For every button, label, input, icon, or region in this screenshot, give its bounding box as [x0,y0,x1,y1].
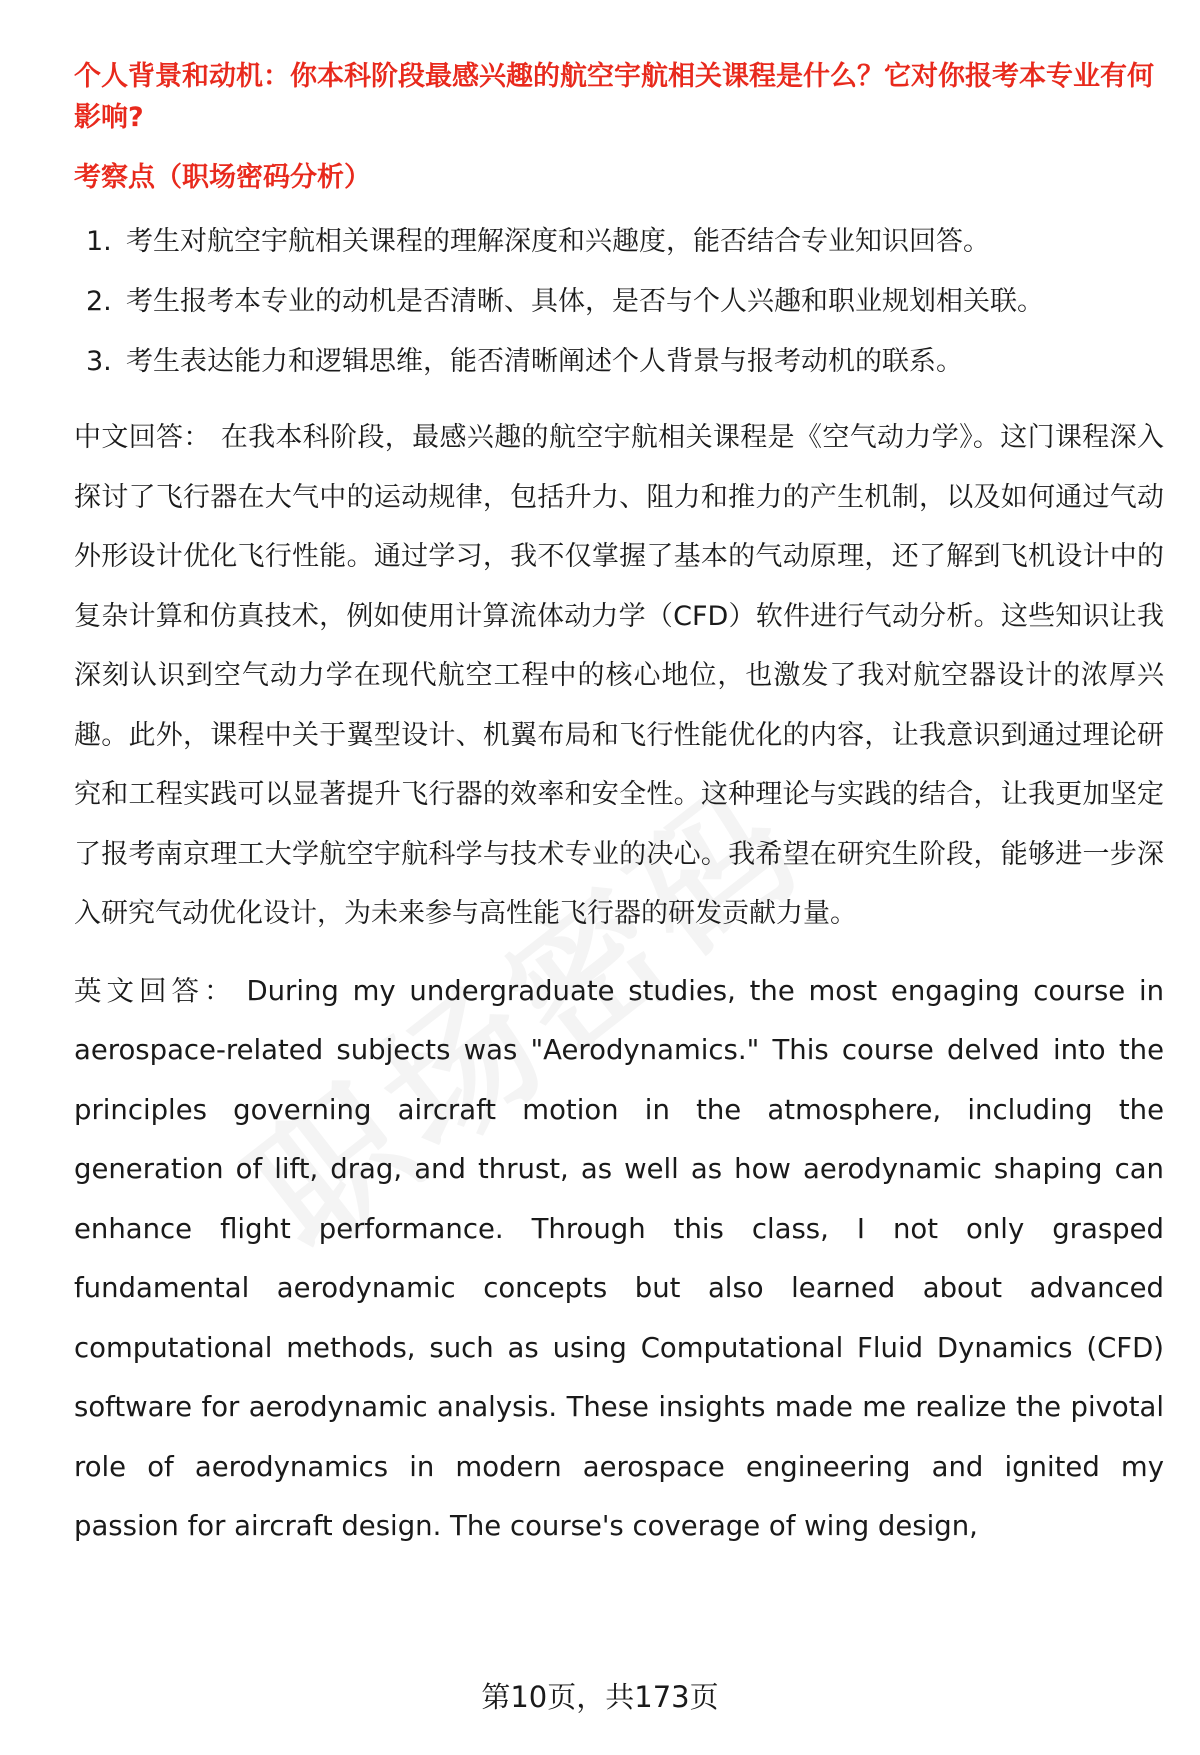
list-item [74,212,1164,272]
page-number-footer: 第10页，共173页 [481,1680,719,1714]
list-item-number: 3. [86,346,112,377]
list-item-number: 1. [86,226,112,257]
list-item-number: 2. [86,286,112,317]
english-answer-label: 英文回答： [74,974,237,1007]
question-heading: 个人背景和动机：你本科阶段最感兴趣的航空宇航相关课程是什么？它对你报考本专业有何影响? [74,61,1154,133]
list-item-text: 考生报考本专业的动机是否清晰、具体，是否与个人兴趣和职业规划相关联。 [126,286,1044,317]
chinese-answer [74,408,1164,944]
document-page [74,56,1164,1557]
list-item [74,332,1164,392]
list-item-text: 考生表达能力和逻辑思维，能否清晰阐述个人背景与报考动机的联系。 [126,346,963,377]
english-answer [74,962,1164,1557]
english-answer-text: During my undergraduate studies, the most engaging course in aerospace-related subjects was "Aerodynamics." This course delved into the principles governing aircraft motion in the atmosphere, including the generation of lift, drag, and thrust, as well as how aerodynamic shaping can enhance flight performance. Through this class, I not only grasped fundamental aerodynamic concepts but also learned about advanced computational methods, such as using Computational Fluid Dynamics (CFD) software for aerodynamic analysis. These insights made me realize the pivotal role of aerodynamics in modern aerospace engineering and ignited my passion for aircraft design. The course's coverage of wing design, [74,974,1165,1542]
assessment-points-list [74,212,1164,392]
list-item-text: 考生对航空宇航相关课程的理解深度和兴趣度，能否结合专业知识回答。 [126,226,990,257]
list-item [74,272,1164,332]
section-heading: 考察点（职场密码分析） [74,162,371,193]
chinese-answer-text: 在我本科阶段，最感兴趣的航空宇航相关课程是《空气动力学》。这门课程深入探讨了飞行器在大气中的运动规律，包括升力、阻力和推力的产生机制，以及如何通过气动外形设计优化飞行性能。通过学习，我不仅掌握了基本的气动原理，还了解到飞机设计中的复杂计算和仿真技术，例如使用计算流体动力学（CFD）软件进行气动分析。这些知识让我深刻认识到空气动力学在现代航空工程中的核心地位，也激发了我对航空器设计的浓厚兴趣。此外，课程中关于翼型设计、机翼布局和飞行性能优化的内容，让我意识到通过理论研究和工程实践可以显著提升飞行器的效率和安全性。这种理论与实践的结合，让我更加坚定了报考南京理工大学航空宇航科学与技术专业的决心。我希望在研究生阶段，能够进一步深入研究气动优化设计，为未来参与高性能飞行器的研发贡献力量。 [74,422,1165,929]
chinese-answer-label: 中文回答： [74,422,211,453]
